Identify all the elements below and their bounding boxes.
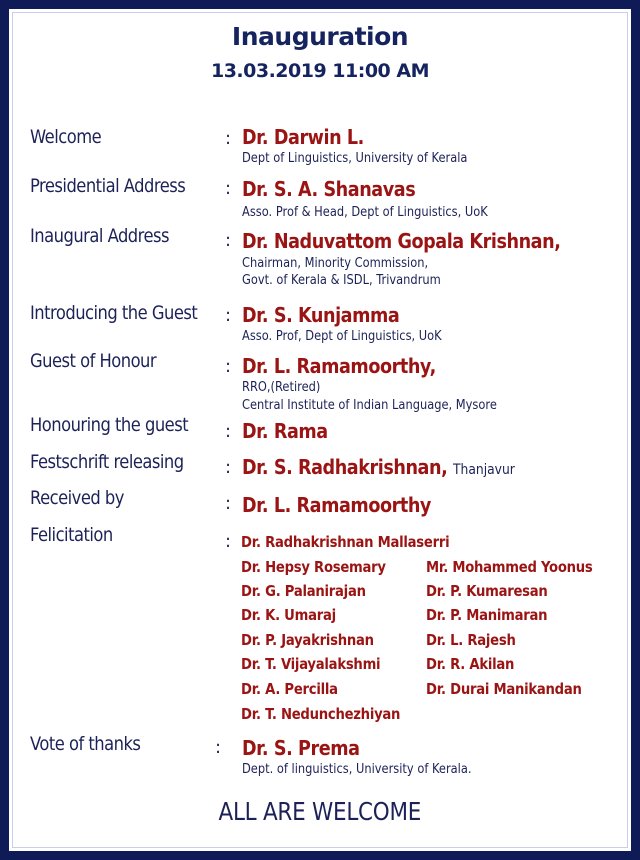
colon: :: [225, 128, 232, 149]
event-datetime: 13.03.2019 11:00 AM: [210, 60, 430, 82]
detail-inaugural-address-2: Govt. of Kerala & ISDL, Trivandrum: [242, 273, 441, 288]
name-vote-of-thanks: Dr. S. Prema: [242, 736, 360, 760]
felicitation-left-item: Dr. Hepsy Rosemary: [241, 558, 386, 576]
detail-presidential-address: Asso. Prof & Head, Dept of Linguistics, UoK: [242, 205, 488, 220]
label-honouring-guest: Honouring the guest: [30, 414, 189, 436]
label-inaugural-address: Inaugural Address: [30, 225, 170, 247]
name-honouring-guest: Dr. Rama: [242, 419, 328, 443]
detail-guest-of-honour-1: RRO,(Retired): [242, 380, 321, 395]
name-introducing-guest: Dr. S. Kunjamma: [242, 303, 400, 327]
detail-introducing-guest: Asso. Prof, Dept of Linguistics, UoK: [242, 329, 442, 344]
felicitation-right-item: Dr. L. Rajesh: [426, 631, 516, 649]
closing-message: [0, 797, 640, 826]
festschrift-place: Thanjavur: [453, 462, 515, 478]
name-guest-of-honour: Dr. L. Ramamoorthy,: [242, 354, 436, 378]
detail-welcome: Dept of Linguistics, University of Kerala: [242, 151, 468, 166]
label-vote-of-thanks: Vote of thanks: [30, 733, 141, 755]
colon: :: [225, 356, 232, 377]
colon: :: [225, 178, 232, 199]
page-title: Inauguration: [231, 22, 409, 51]
felicitation-left-item: Dr. T. Vijayalakshmi: [241, 655, 381, 673]
felicitation-left-item: Dr. A. Percilla: [241, 680, 338, 698]
felicitation-right-item: Dr. P. Kumaresan: [426, 582, 548, 600]
colon: :: [215, 737, 222, 758]
felicitation-left-item: Dr. T. Nedunchezhiyan: [241, 705, 401, 723]
name-welcome: Dr. Darwin L.: [242, 125, 364, 149]
label-guest-of-honour: Guest of Honour: [30, 350, 157, 372]
colon: :: [225, 421, 232, 442]
felicitation-right-item: Dr. P. Manimaran: [426, 606, 548, 624]
festschrift-name: Dr. S. Radhakrishnan,: [242, 455, 448, 479]
colon: :: [225, 493, 232, 514]
felicitation-lead: Dr. Radhakrishnan Mallaserri: [241, 533, 450, 551]
detail-guest-of-honour-2: Central Institute of Indian Language, Mysore: [242, 398, 497, 413]
felicitation-right-item: Mr. Mohammed Yoonus: [426, 558, 593, 576]
label-felicitation: Felicitation: [30, 524, 113, 546]
felicitation-left-item: Dr. P. Jayakrishnan: [241, 631, 374, 649]
name-festschrift-releasing: [242, 455, 515, 479]
felicitation-left-item: Dr. K. Umaraj: [241, 606, 336, 624]
label-festschrift-releasing: Festschrift releasing: [30, 451, 184, 473]
label-presidential-address: Presidential Address: [30, 175, 186, 197]
colon: :: [225, 305, 232, 326]
colon: :: [225, 531, 232, 552]
label-welcome: Welcome: [30, 126, 102, 148]
felicitation-left-item: Dr. G. Palanirajan: [241, 582, 366, 600]
name-inaugural-address: Dr. Naduvattom Gopala Krishnan,: [242, 229, 561, 253]
detail-inaugural-address-1: Chairman, Minority Commission,: [242, 256, 429, 271]
felicitation-right-item: Dr. R. Akilan: [426, 655, 515, 673]
name-received-by: Dr. L. Ramamoorthy: [242, 493, 431, 517]
colon: :: [225, 457, 232, 478]
label-introducing-guest: Introducing the Guest: [30, 302, 198, 324]
label-received-by: Received by: [30, 487, 124, 509]
detail-vote-of-thanks: Dept. of linguistics, University of Kerala.: [242, 762, 472, 777]
name-presidential-address: Dr. S. A. Shanavas: [242, 177, 416, 201]
felicitation-right-item: Dr. Durai Manikandan: [426, 680, 582, 698]
closing-text: ALL ARE WELCOME: [218, 797, 422, 826]
colon: :: [225, 230, 232, 251]
